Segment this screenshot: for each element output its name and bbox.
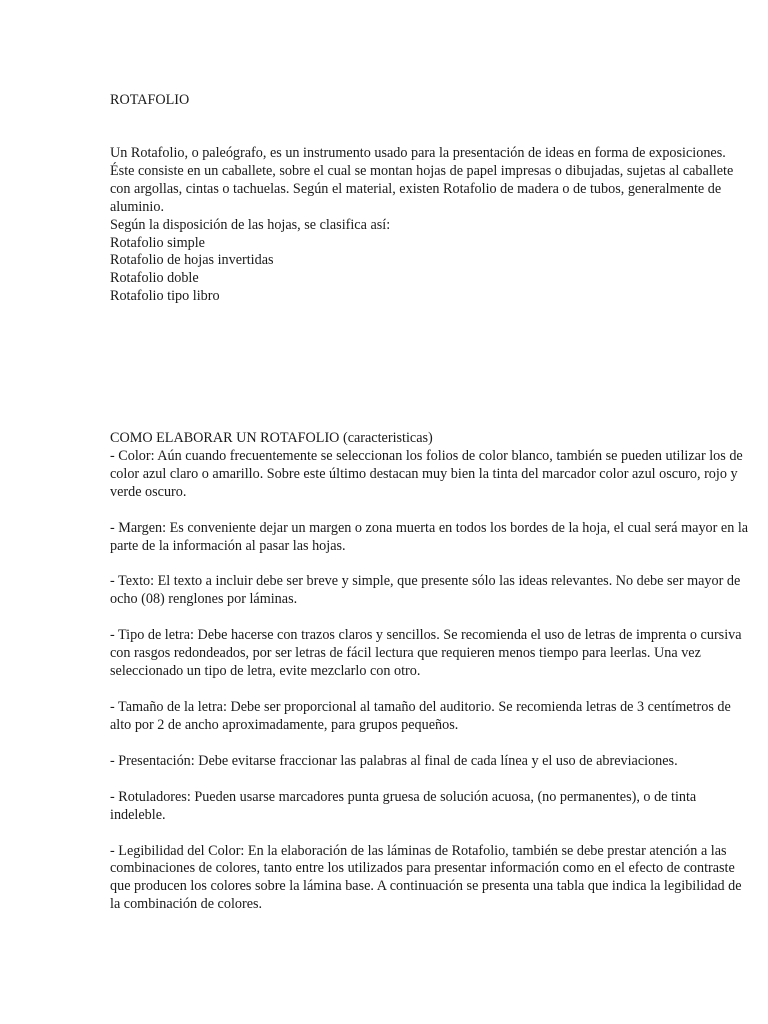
classification-lead: Según la disposición de las hojas, se clasifica así: [110, 216, 391, 233]
item-presentacion: - Presentación: Debe evitarse fraccionar las palabras al final de cada línea y el uso de abreviaciones. [110, 752, 678, 769]
intro-block [110, 145, 750, 306]
type-item: Rotafolio doble [110, 270, 199, 287]
item-legibilidad: - Legibilidad del Color: En la elaboración de las láminas de Rotafolio, también se debe prestar atención a las combinaciones de colores, tanto entre los utilizados para presentar información como en el efecto de contraste que producen los colores sobre la lámina base. A continuación se presenta una tabla que indica la legibilidad de la combinación de colores. [110, 842, 742, 913]
characteristics-section [110, 430, 750, 932]
type-item: Rotafolio de hojas invertidas [110, 252, 274, 269]
section-heading: COMO ELABORAR UN ROTAFOLIO (caracteristicas) [110, 430, 433, 446]
type-item: Rotafolio tipo libro [110, 288, 220, 305]
type-item: Rotafolio simple [110, 234, 205, 251]
item-texto: - Texto: El texto a incluir debe ser breve y simple, que presente sólo las ideas relevantes. No debe ser mayor de ocho (08) renglones por láminas. [110, 573, 741, 608]
intro-paragraph: Un Rotafolio, o paleógrafo, es un instrumento usado para la presentación de ideas en forma de exposiciones. Éste consiste en un caballete, sobre el cual se montan hojas de papel impresas o dibujadas, sujetas al caballete con argollas, cintas o tachuelas. Según el material, existen Rotafolio de madera o de tubos, generalmente de aluminio. [110, 145, 734, 215]
item-margen: - Margen: Es conveniente dejar un margen o zona muerta en todos los bordes de la hoja, el cual será mayor en la parte de la información al pasar las hojas. [110, 519, 749, 554]
item-tipo-de-letra: - Tipo de letra: Debe hacerse con trazos claros y sencillos. Se recomienda el uso de letras de imprenta o cursiva con rasgos redondeados, por ser letras de fácil lectura que requieren menos tiempo para leerlas. Una vez seleccionado un tipo de letra, evite mezclarlo con otro. [110, 627, 742, 680]
item-tamano-de-letra: - Tamaño de la letra: Debe ser proporcional al tamaño del auditorio. Se recomienda letras de 3 centímetros de alto por 2 de ancho aproximadamente, para grupos pequeños. [110, 698, 731, 733]
item-color: - Color: Aún cuando frecuentemente se seleccionan los folios de color blanco, también se pueden utilizar los de color azul claro o amarillo. Sobre este último destacan muy bien la tinta del marcador color azul oscuro, rojo y verde oscuro. [110, 447, 743, 500]
item-rotuladores: - Rotuladores: Pueden usarse marcadores punta gruesa de solución acuosa, (no permanentes), o de tinta indeleble. [110, 788, 697, 823]
document-title: ROTAFOLIO [110, 92, 190, 108]
